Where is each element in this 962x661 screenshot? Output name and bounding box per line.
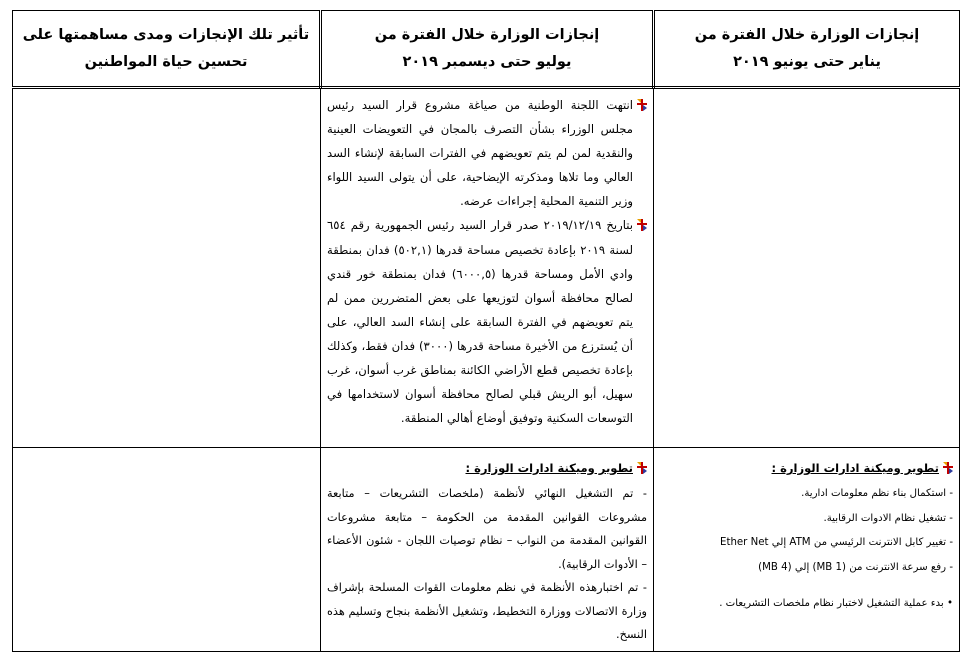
header-impact [13,11,321,88]
header-impact-line1: تأثير تلك الإنجازات ومدى مساهمتها على [22,26,310,43]
row2-jul-dec-cell [321,448,654,652]
header-jan-jun-line2: يناير حتى يونيو ٢٠١٩ [733,53,881,70]
row1-impact-cell [13,88,321,448]
achievements-table [12,10,960,652]
header-jan-jun [654,11,960,88]
header-jul-dec [321,11,654,88]
table-row [13,88,960,448]
list-item: - تم التشغيل النهائي لأنظمة (ملخصات التشريعات – متابعة مشروعات القوانين المقدمة من الحكومة – متابعة مشروعات القوانين المقدمة من النواب – نظام توصيات اللجان - شئون الأعضاء – الأدوات الرقابية). [327,487,647,571]
list-item: - تم اختبارهذه الأنظمة في نظم معلومات القوات المسلحة بإشراف وزارة الاتصالات ووزارة التخطيط، وتشغيل الأنظمة بنجاح وتسليم هذه النسخ. [327,581,647,641]
spacer [660,580,953,592]
row1-jan-jun-cell [654,88,960,448]
header-jul-dec-line1: إنجازات الوزارة خلال الفترة من [374,26,600,43]
section-title-text: تطوير وميكنة ادارات الوزارة : [465,461,633,475]
arrow-bullet-icon [637,462,647,474]
list-item [327,93,647,213]
header-row [13,11,960,88]
list-item: - تغيير كابل الانترنت الرئيسي من ATM إلي Ether Net [720,537,953,548]
row2-impact-cell [13,448,321,652]
row1-jul-dec-cell [321,88,654,448]
list-item [327,213,647,430]
row1-paragraph-1: انتهت اللجنة الوطنية من صياغة مشروع قرار السيد رئيس مجلس الوزراء بشأن التصرف بالمجان في التعويضات العينية والنقدية لمن لم يتم تعويضهم في الفترات السابقة لإنشاء السد العالي وما تلاها ومذكرته الإيضاحية، على أن يتولى السيد اللواء وزير التنمية المحلية إجراءات عرضه. [327,98,633,209]
arrow-bullet-icon [943,462,953,474]
jul-dec-list [327,482,647,647]
row2-jan-jun-title [660,458,953,478]
list-item: • بدء عملية التشغيل لاختبار نظام ملخصات التشريعات . [719,598,953,609]
header-jul-dec-line2: يوليو حتى ديسمبر ٢٠١٩ [402,53,572,70]
header-jan-jun-line1: إنجازات الوزارة خلال الفترة من [694,26,920,43]
row2-jul-dec-title [327,458,647,478]
arrow-bullet-icon [637,219,647,231]
header-impact-line2: تحسين حياة المواطنين [84,53,248,70]
list-item: - تشغيل نظام الادوات الرقابية. [823,512,953,524]
section-title-text: تطوير وميكنة ادارات الوزارة : [771,461,939,475]
row1-paragraph-2: بتاريخ ٢٠١٩/١٢/١٩ صدر قرار السيد رئيس الجمهورية رقم ٦٥٤ لسنة ٢٠١٩ بإعادة تخصيص مساحة قدرها (٥٠٢,١) فدان بمنطقة وادي الأمل ومساحة قدرها (٦٠٠٠,٥) فدان بمنطقة خور قندي لصالح محافظة أسوان لتوزيعها على بعض المتضررين ممن لم يتم تعويضهم في الفترة السابقة على إنشاء السد العالي، على أن يُسترزع من الأخيرة مساحة قدرها (٣٠٠٠) فدان فقط، وكذلك بإعادة تخصيص قطع الأراضي الكائنة بمناطق غرب أسوان، غرب سهيل، أبو الريش قبلي لصالح محافظة أسوان لاستخدامها في التوسعات السكنية وتوفيق أوضاع أهالي المنطقة. [327,218,633,426]
list-item: - رفع سرعة الانترنت من (1 MB) إلي (4 MB) [758,561,953,573]
table-row [13,448,960,652]
arrow-bullet-icon [637,99,647,111]
row2-jan-jun-cell [654,448,960,652]
jan-jun-list [660,482,953,617]
list-item: - استكمال بناء نظم معلومات ادارية. [801,488,953,499]
